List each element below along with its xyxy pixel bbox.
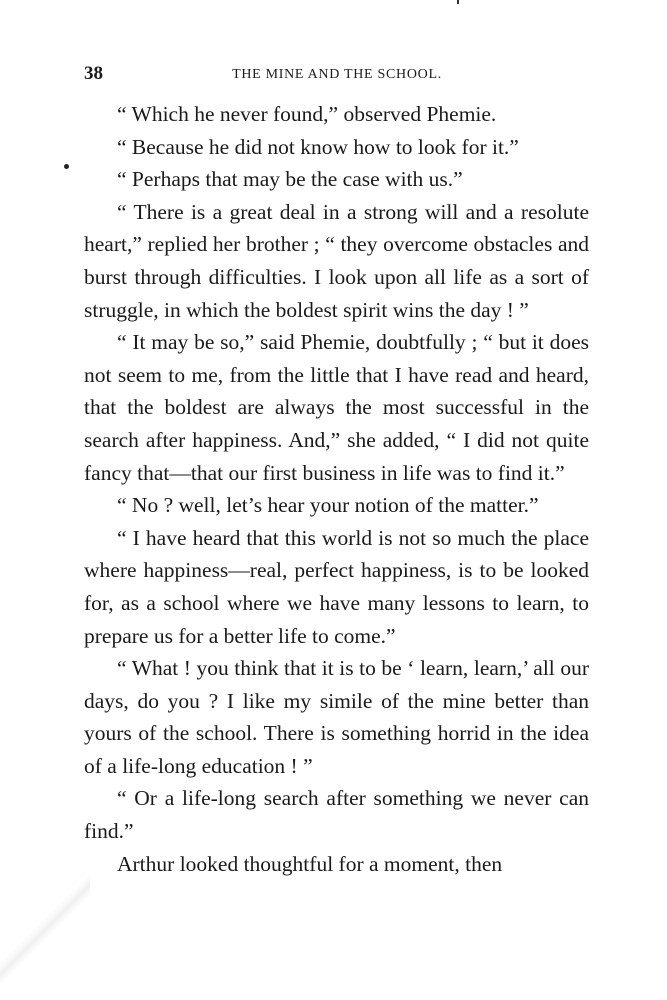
body-text <box>84 98 589 880</box>
ink-speck <box>457 0 459 4</box>
paragraph: “ Perhaps that may be the case with us.” <box>117 167 463 192</box>
paragraph: “ No ? well, let’s hear your notion of the matter.” <box>117 493 539 518</box>
paragraph: “ What ! you think that it is to be ‘ learn, learn,’ all our days, do you ? I like my simile of the mine better than yours of the school. There is something horrid in the idea of a life-long education ! ” <box>84 656 589 778</box>
paragraph: “ It may be so,” said Phemie, doubtfully ; “ but it does not seem to me, from the little that I have read and heard, that the boldest are always the most successful in the search after happiness. And,” she added, “ I did not quite fancy that—that our first business in life was to find it.” <box>84 330 589 485</box>
margin-ink-dot <box>64 164 69 169</box>
paragraph: “ Which he never found,” observed Phemie. <box>117 102 497 126</box>
paragraph: “ There is a great deal in a strong will and a resolute heart,” replied her brother ; “ they overcome obstacles and burst through difficulties. I look upon all life as a sort of struggle, in which the boldest spirit wins the day ! ” <box>84 199 589 322</box>
running-head: THE MINE AND THE SCHOOL. <box>232 67 442 82</box>
paper-fold-shadow <box>0 860 90 1000</box>
paragraph: Arthur looked thoughtful for a moment, then <box>117 851 503 876</box>
paragraph: “ Or a life-long search after something we never can find.” <box>84 786 589 844</box>
page-header <box>84 63 590 87</box>
paragraph: “ Because he did not know how to look for it.” <box>117 134 519 159</box>
page-number: 38 <box>84 63 103 84</box>
paragraph: “ I have heard that this world is not so much the place where happiness—real, perfect happiness, is to be looked for, as a school where we have many lessons to learn, to prepare us for a better life to come.” <box>84 525 589 648</box>
